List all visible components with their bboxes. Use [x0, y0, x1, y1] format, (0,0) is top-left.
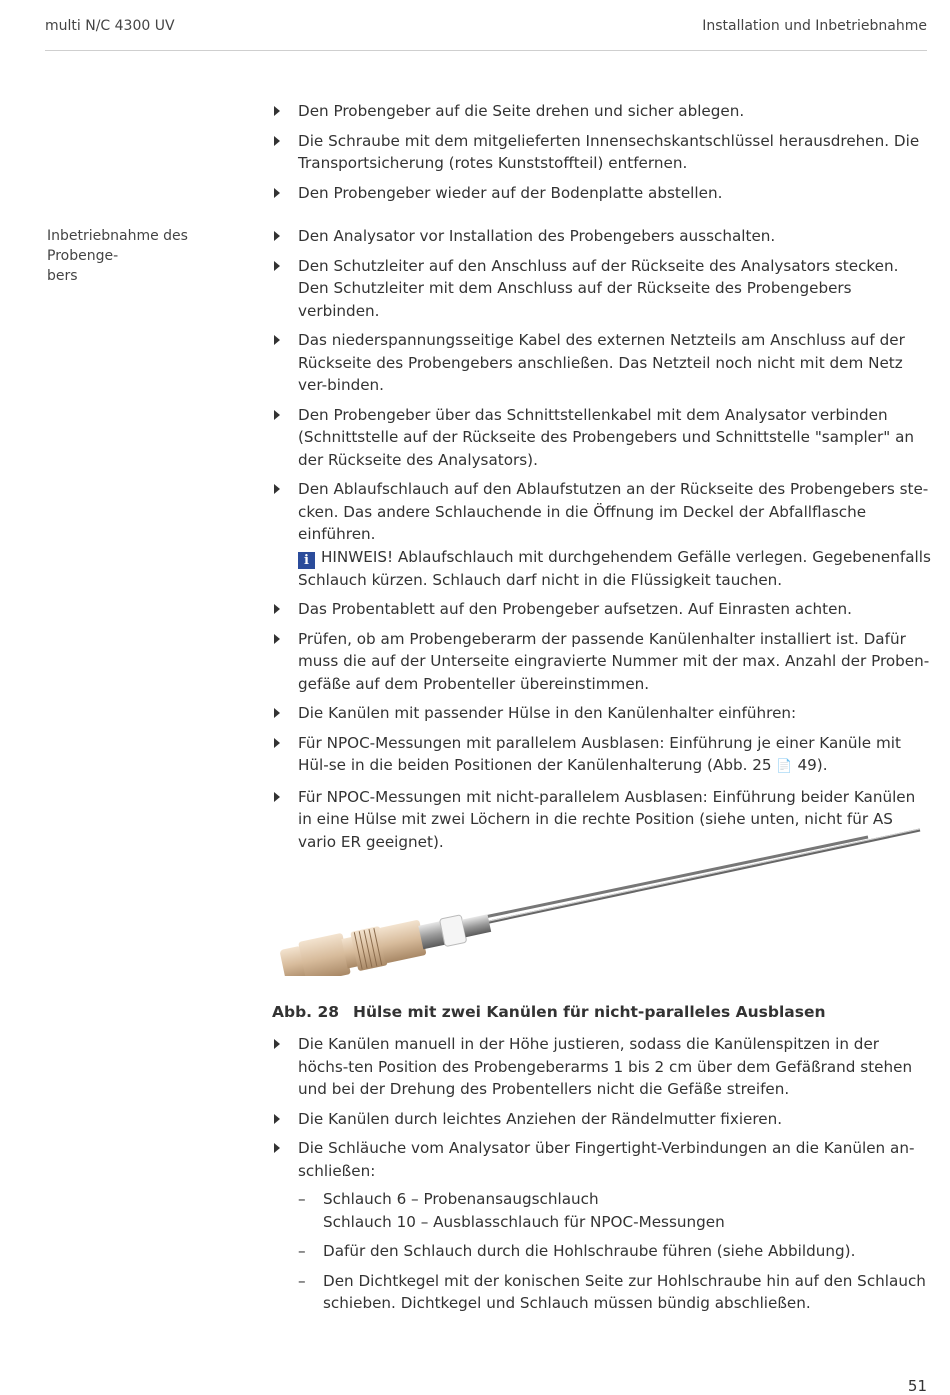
list-item: Den Ablaufschlauch auf den Ablaufstutzen an der Rückseite des Probengebers ste-cken. Das andere Schlauchende in die Öffnung im Deckel der Abfallflasche einführen. i HINWEIS! Ablaufschlauch mit durchgehendem Gefälle verlegen. Gegebenenfalls Schlauch kürzen. Schlauch darf nicht in die Flüssigkeit tauchen. [272, 478, 932, 591]
adjustment-step-list [272, 1033, 932, 1189]
bullet-arrow-icon [274, 484, 280, 494]
bullet-arrow-icon [274, 1039, 280, 1049]
bullet-arrow-icon [274, 410, 280, 420]
step-list [272, 225, 932, 860]
list-item: Den Probengeber auf die Seite drehen und sicher ablegen. [272, 100, 932, 123]
figure-title: Hülse mit zwei Kanülen für nicht-paralleles Ausblasen [353, 1003, 826, 1021]
list-item: Den Probengeber über das Schnittstellenkabel mit dem Analysator verbinden (Schnittstelle auf der Rückseite des Probengebers und Schnittstelle "sampler" an der Rückseite des Analysators). [272, 404, 932, 472]
header-product: multi N/C 4300 UV [45, 18, 175, 34]
cannula-sleeve-figure [275, 826, 925, 976]
section-label: Inbetriebnahme des Probenge- bers [47, 228, 188, 284]
bullet-arrow-icon [274, 1143, 280, 1153]
list-item: Den Schutzleiter auf den Anschluss auf der Rückseite des Analysators stecken. Den Schutzleiter mit dem Anschluss auf der Rückseite des Probengebers verbinden. [272, 255, 932, 323]
bullet-arrow-icon [274, 231, 280, 241]
page-reference[interactable]: 49). [797, 756, 828, 774]
bullet-arrow-icon [274, 708, 280, 718]
list-item: Den Probengeber wieder auf der Bodenplatte abstellen. [272, 182, 932, 205]
bullet-arrow-icon [274, 188, 280, 198]
note-text: HINWEIS! Ablaufschlauch mit durchgehendem Gefälle verlegen. Gegebenenfalls Schlauch kürzen. Schlauch darf nicht in die Flüssigkeit tauchen. [298, 547, 931, 589]
cannula-needles [475, 829, 920, 924]
header-chapter: Installation und Inbetriebnahme [702, 18, 927, 34]
list-item: Die Kanülen durch leichtes Anziehen der Rändelmutter fixieren. [272, 1108, 932, 1131]
bullet-arrow-icon [274, 136, 280, 146]
list-item: Die Schraube mit dem mitgelieferten Innensechskantschlüssel herausdrehen. Die Transportsicherung (rotes Kunststoffteil) entfernen. [272, 130, 932, 175]
bullet-arrow-icon [274, 604, 280, 614]
figure-caption [272, 1003, 826, 1021]
page-header [45, 14, 927, 51]
list-item: Für NPOC-Messungen mit parallelem Ausblasen: Einführung je einer Kanüle mit Hül-se in die beiden Positionen der Kanülenhalterung (Abb. 25 📄 49). [272, 732, 932, 779]
bullet-arrow-icon [274, 1114, 280, 1124]
sleeve-assembly [279, 902, 494, 976]
list-item: Die Kanülen manuell in der Höhe justieren, sodass die Kanülenspitzen in der höchs-ten Position des Probengeberarms 1 bis 2 cm über dem Gefäßrand stehen und bei der Drehung des Probentellers nicht die Gefäße streifen. [272, 1033, 932, 1101]
list-item: Die Schläuche vom Analysator über Fingertight-Verbindungen an die Kanülen an-schließen: [272, 1137, 932, 1182]
sub-step-list [298, 1188, 928, 1322]
page-reference-icon: 📄 [776, 759, 793, 774]
bullet-arrow-icon [274, 261, 280, 271]
list-item: Die Kanülen mit passender Hülse in den Kanülenhalter einführen: [272, 702, 932, 725]
figure-number: Abb. 28 [272, 1003, 340, 1021]
info-icon: i [298, 552, 315, 569]
bullet-arrow-icon [274, 634, 280, 644]
page-number: 51 [907, 1377, 927, 1395]
intro-step-list [272, 100, 932, 211]
list-item: Das Probentablett auf den Probengeber aufsetzen. Auf Einrasten achten. [272, 598, 932, 621]
list-item: – Dafür den Schlauch durch die Hohlschraube führen (siehe Abbildung). [298, 1242, 856, 1260]
list-item: Das niederspannungsseitige Kabel des externen Netzteils am Anschluss auf der Rückseite des Probengebers anschließen. Das Netzteil noch nicht mit dem Netz ver-binden. [272, 329, 932, 397]
list-item: Für NPOC-Messungen mit nicht-parallelem Ausblasen: Einführung beider Kanülen in eine Hülse mit zwei Löchern in die rechte Position (siehe unten, nicht für AS vario ER geeignet). [272, 786, 932, 854]
bullet-arrow-icon [274, 738, 280, 748]
list-item: Prüfen, ob am Probengeberarm der passende Kanülenhalter installiert ist. Dafür muss die auf der Unterseite eingravierte Nummer mit der max. Anzahl der Proben-gefäße auf dem Probenteller übereinstimmen. [272, 628, 932, 696]
list-item: – Schlauch 6 – Probenansaugschlauch Schlauch 10 – Ausblasschlauch für NPOC-Messungen [298, 1190, 725, 1231]
bullet-arrow-icon [274, 106, 280, 116]
bullet-arrow-icon [274, 335, 280, 345]
list-item: – Den Dichtkegel mit der konischen Seite zur Hohlschraube hin auf den Schlauch schieben. Dichtkegel und Schlauch müssen bündig abschließen. [298, 1271, 926, 1312]
list-item: Den Analysator vor Installation des Probengebers ausschalten. [272, 225, 932, 248]
bullet-arrow-icon [274, 792, 280, 802]
